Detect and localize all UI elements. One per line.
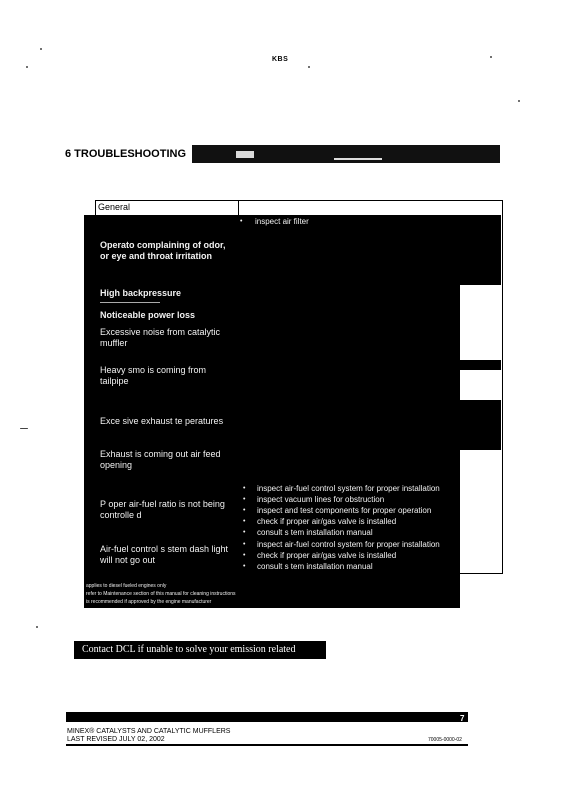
scan-speck (36, 626, 38, 628)
problem-item: Operato complaining of odor, or eye and throat irritation (100, 240, 226, 261)
header-mark: KBS (272, 56, 289, 63)
problem-item: P oper air-fuel ratio is not being controlle d (100, 499, 225, 520)
bar-artifact (236, 151, 254, 158)
scan-speck (26, 66, 28, 68)
problem-item: High backpressure (100, 288, 182, 298)
scan-speck (490, 56, 492, 58)
bullet: • (243, 563, 246, 570)
footer-doc-code: 70005-0000-02 (428, 737, 462, 743)
scan-dark-area (460, 360, 501, 370)
bullet: • (243, 485, 246, 492)
footnote: is recommended if approved by the engine manufacturer (86, 599, 212, 605)
action-item: check if proper air/gas valve is installed (257, 517, 397, 526)
bullet: • (243, 552, 246, 559)
table-header-general: General (96, 201, 239, 216)
action-item: inspect vacuum lines for obstruction (257, 495, 385, 504)
footnote: applies to diesel fueled engines only (86, 583, 167, 589)
bullet: • (240, 218, 243, 225)
problem-item: Exhaust is coming out air feed opening (100, 449, 221, 470)
page-number: 7 (460, 714, 465, 723)
problem-item: Excessive noise from catalytic muffler (100, 327, 221, 348)
scan-speck (40, 48, 42, 50)
bullet: • (243, 507, 246, 514)
bullet: • (243, 518, 246, 525)
scan-dark-area (460, 400, 501, 450)
scan-speck (518, 100, 520, 102)
action-item: inspect and test components for proper operation (257, 506, 432, 515)
action-item: inspect air-fuel control system for proper installation (257, 540, 440, 549)
footer-product-line: MINEX® CATALYSTS AND CATALYTIC MUFFLERS (67, 728, 231, 735)
footnote: refer to Maintenance section of this manual for cleaning instructions (86, 591, 236, 597)
bar-artifact-line (334, 158, 382, 160)
row-rule (100, 302, 160, 303)
action-item: consult s tem installation manual (257, 562, 373, 571)
bullet: • (243, 529, 246, 536)
action-item: inspect air-fuel control system for proper installation (257, 484, 440, 493)
problem-item: Heavy smo is coming from tailpipe (100, 365, 207, 386)
problem-item: Air-fuel control s stem dash light will not go out (100, 544, 229, 565)
action-item: inspect air filter (255, 217, 309, 226)
scan-speck (20, 428, 28, 429)
footer-revision-line: LAST REVISED JULY 02, 2002 (67, 736, 165, 743)
bullet: • (243, 496, 246, 503)
problem-item: Exce sive exhaust te peratures (100, 416, 224, 426)
contact-note: Contact DCL if unable to solve your emission related problem. (74, 641, 326, 659)
problem-item: Noticeable power loss (100, 310, 196, 320)
bullet: • (243, 541, 246, 548)
scan-speck (308, 66, 310, 68)
footer-bar (66, 712, 468, 722)
footer-rule (66, 744, 468, 746)
section-title: 6 TROUBLESHOOTING (62, 145, 192, 163)
action-item: check if proper air/gas valve is installed (257, 551, 397, 560)
action-item: consult s tem installation manual (257, 528, 373, 537)
